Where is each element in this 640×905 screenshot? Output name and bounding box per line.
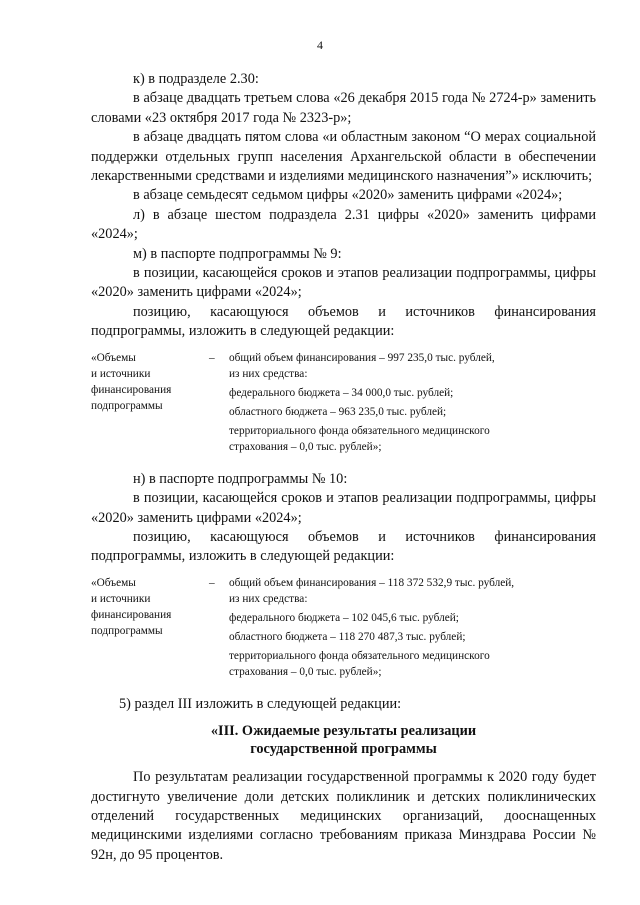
paragraph: позицию, касающуюся объемов и источников финансирования подпрограммы, изложить в следующей редакции: [91, 303, 596, 340]
page-number: 4 [317, 38, 323, 52]
financing-block-9 [91, 350, 596, 458]
document-body [91, 70, 596, 865]
financing-label: «Объемы и источники финансирования подпрограммы [91, 351, 172, 412]
paragraph-n: н) в паспорте подпрограммы № 10: [133, 470, 348, 487]
paragraph: в абзаце двадцать третьем слова «26 декабря 2015 года № 2724-р» заменить словами «23 октября 2017 года № 2323-р»; [91, 90, 596, 126]
paragraph-m: м) в паспорте подпрограммы № 9: [133, 245, 342, 262]
paragraph: в абзаце двадцать пятом слова «и областным законом “О мерах социальной поддержки отдельных групп населения Архангельской области в обеспечении лекарственными средствами и изделиями медицинского назначения”» исключить; [91, 129, 596, 185]
financing-values: общий объем финансирования – 997 235,0 тыс. рублей, из них средства: федерального бюджета – 34 000,0 тыс. рублей; областного бюджета – 963 235,0 тыс. рублей; территориального фонда обязательного медицинского страхования – 0,0 тыс. рублей»; [229, 351, 495, 453]
dash: – [209, 351, 215, 364]
paragraph: в абзаце семьдесят седьмом цифры «2020» заменить цифрами «2024»; [133, 187, 563, 204]
financing-values: общий объем финансирования – 118 372 532,9 тыс. рублей, из них средства: федерального бюджета – 102 045,6 тыс. рублей; областного бюджета – 118 270 487,3 тыс. рублей; территориального фонда обязательного медицинского страхования – 0,0 тыс. рублей»; [229, 576, 515, 678]
paragraph: позицию, касающуюся объемов и источников финансирования подпрограммы, изложить в следующей редакции: [91, 528, 596, 565]
paragraph-l: л) в абзаце шестом подраздела 2.31 цифры «2020» заменить цифрами «2024»; [91, 206, 596, 243]
paragraph-k: к) в подразделе 2.30: [133, 71, 259, 87]
dash: – [209, 576, 215, 589]
paragraph: в позиции, касающейся сроков и этапов реализации подпрограммы, цифры «2020» заменить цифрами «2024»; [91, 265, 596, 301]
paragraph: в позиции, касающейся сроков и этапов реализации подпрограммы, цифры «2020» заменить цифрами «2024»; [91, 490, 596, 526]
financing-label: «Объемы и источники финансирования подпрограммы [91, 576, 172, 637]
section-heading: «III. Ожидаемые результаты реализации государственной программы [210, 723, 477, 758]
item-5: 5) раздел III изложить в следующей редакции: [119, 695, 402, 712]
final-paragraph: По результатам реализации государственной программы к 2020 году будет достигнуто увеличение доли детских поликлиник и детских поликлинических отделений государственных медицинских организаций, дооснащенных медицинскими изделиями согласно требованиям приказа Минздрава России № 92н, до 95 процентов. [91, 769, 596, 863]
financing-block-10 [91, 575, 596, 683]
